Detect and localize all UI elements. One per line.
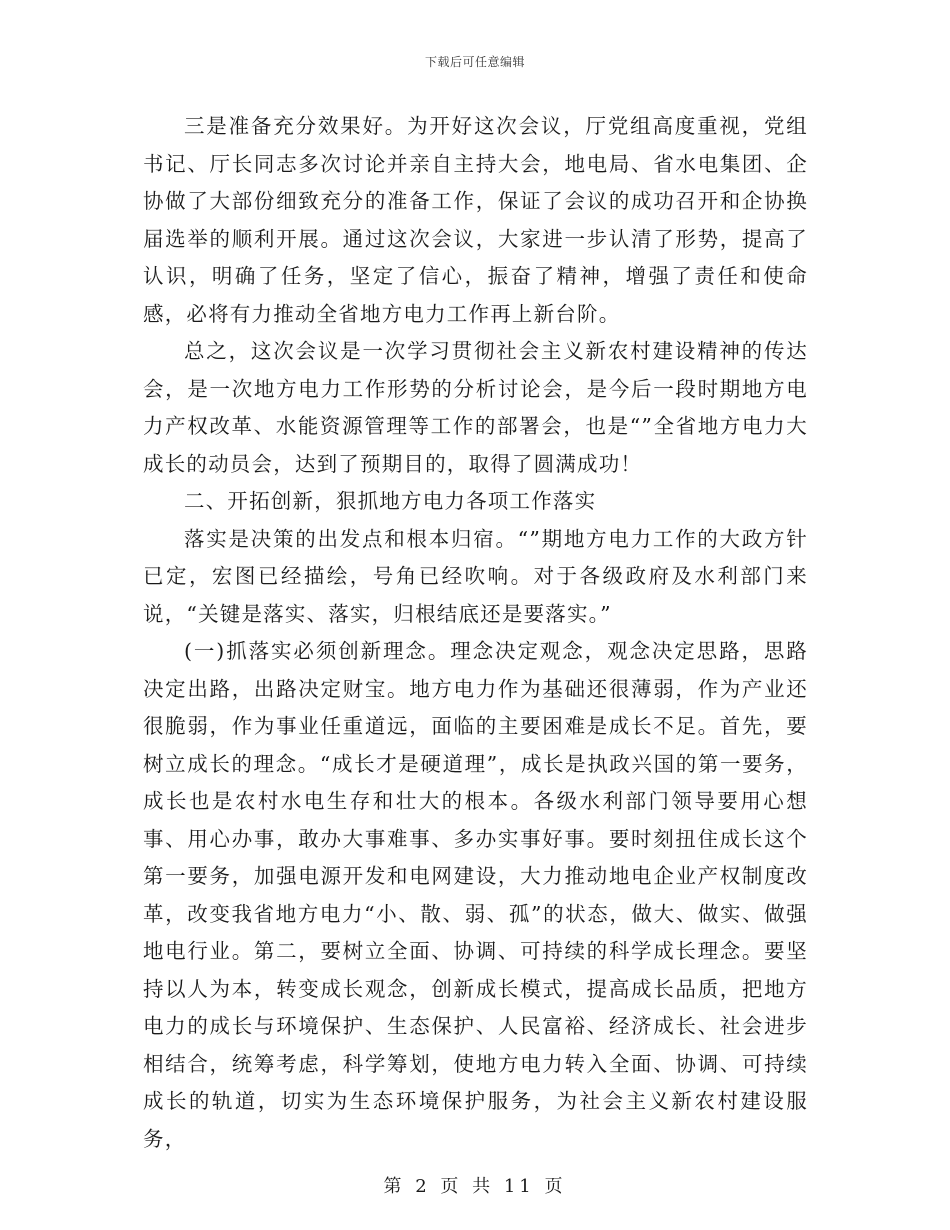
paragraph-summary: 总之，这次会议是一次学习贯彻社会主义新农村建设精神的传达会，是一次地方电力工作形势的分析讨论会，是今后一段时期地方电力产权改革、水能资源管理等工作的部署会，也是“”全省地方电力大成长的动员会，达到了预期目的，取得了圆满成功！: [143, 339, 808, 476]
section-heading: 二、开拓创新，狠抓地方电力各项工作落实: [184, 489, 597, 513]
paragraph-implementation: 落实是决策的出发点和根本归宿。“”期地方电力工作的大政方针已定，宏图已经描绘，号角已经吹响。对于各级政府及水利部门来说，“关键是落实、落实，归根结底还是要落实。”: [143, 526, 808, 626]
paragraph-preparation: 三是准备充分效果好。为开好这次会议，厅党组高度重视，党组书记、厅长同志多次讨论并亲自主持大会，地电局、省水电集团、企协做了大部份细致充分的准备工作，保证了会议的成功召开和企协换届选举的顺利开展。通过这次会议，大家进一步认清了形势，提高了认识，明确了任务，坚定了信心，振奋了精神，增强了责任和使命感，必将有力推动全省地方电力工作再上新台阶。: [143, 114, 808, 326]
page-header-note: 下载后可任意编辑: [424, 55, 525, 69]
document-body: [143, 108, 808, 1158]
page-number: 第 2 页 共 11 页: [383, 1176, 567, 1197]
paragraph-innovation: (一)抓落实必须创新理念。理念决定观念，观念决定思路，思路决定出路，出路决定财宝。地方电力作为基础还很薄弱，作为产业还很脆弱，作为事业任重道远，面临的主要困难是成长不足。首先，要树立成长的理念。“成长才是硬道理”，成长是执政兴国的第一要务，成长也是农村水电生存和壮大的根本。各级水利部门领导要用心想事、用心办事，敢办大事难事、多办实事好事。要时刻扭住成长这个第一要务，加强电源开发和电网建设，大力推动地电企业产权制度改革，改变我省地方电力“小、散、弱、孤”的状态，做大、做实、做强地电行业。第二，要树立全面、协调、可持续的科学成长理念。要坚持以人为本，转变成长观念，创新成长模式，提高成长品质，把地方电力的成长与环境保护、生态保护、人民富裕、经济成长、社会进步相结合，统筹考虑，科学筹划，使地方电力转入全面、协调、可持续成长的轨道，切实为生态环境保护服务，为社会主义新农村建设服务，: [143, 639, 808, 1151]
